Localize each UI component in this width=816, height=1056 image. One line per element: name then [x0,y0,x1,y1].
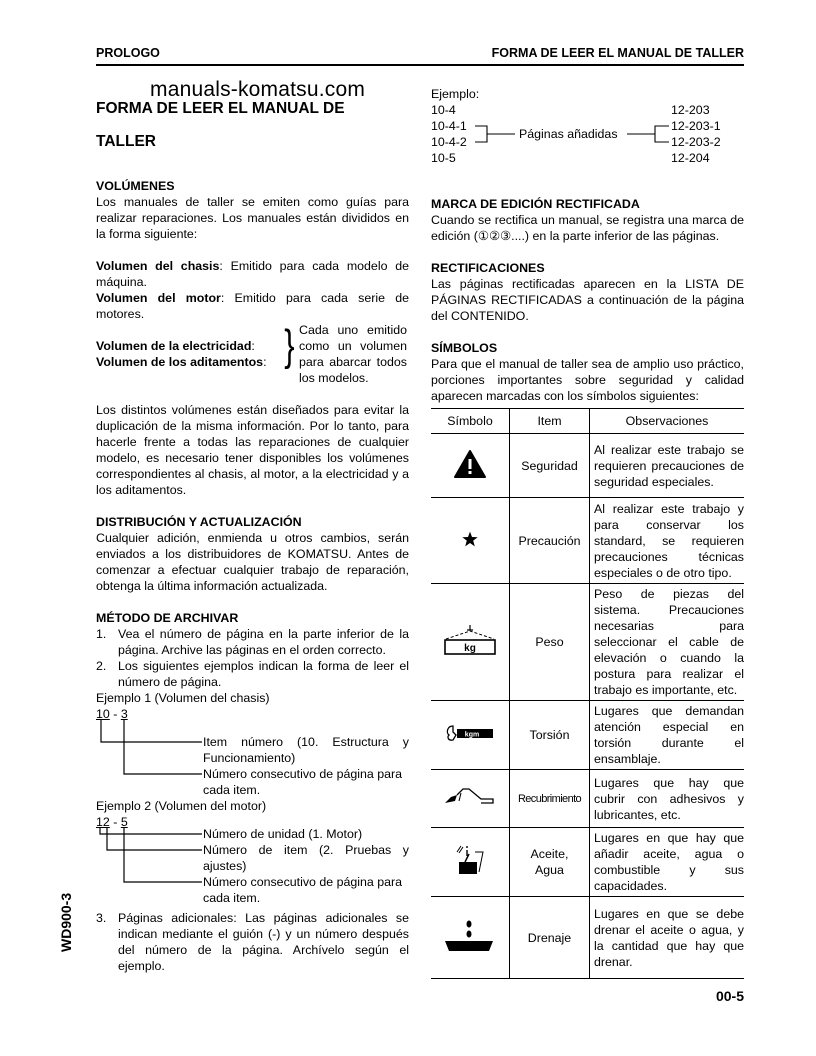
table-row [431,770,744,828]
ejemplo2-desc-3: Número consecutivo de página para cada item. [203,875,403,905]
bracket-lines [431,102,744,166]
torque-wrench-icon [431,701,510,770]
item-label: Drenaje [510,897,590,979]
ejemplo-label: Ejemplo: [431,87,480,101]
page-code: 12-203-1 [671,119,721,133]
simbolos-text: Para que el manual de taller sea de amplio uso práctico, porciones importantes sobre seguridad y calidad aparecen marcadas con los símbolos siguientes: [431,357,744,403]
table-row [431,828,744,897]
volumen-motor-label: Volumen del motor [96,291,221,305]
code-part-b: 5 [120,815,128,829]
volumen-chasis-label: Volumen del chasis [96,259,220,273]
metodo-item-2 [96,658,409,690]
page-header [96,46,744,66]
ejemplo1-diagram [96,706,409,797]
warning-triangle-icon [431,434,510,498]
volumen-brace-group [96,322,409,402]
connector-lines [96,706,206,786]
table-row [431,701,744,770]
item-label: Torsión [510,701,590,770]
model-code: WD900-3 [58,892,74,952]
page-code: 10-5 [431,151,456,165]
oil-water-icon [431,828,510,897]
item-text: Páginas adicionales: Las páginas adicionales se indican mediante el guión (-) y un número después del número de la página. Archívelo según el ejemplo. [118,911,409,973]
colon: : [263,355,267,369]
table-row [431,584,744,701]
code-part-a: 12 [96,815,110,829]
page-code: 10-4-1 [431,119,467,133]
rectificaciones-heading: RECTIFICACIONES [431,261,545,275]
item-label: Seguridad [510,434,590,498]
volumen-chasis-text: : Emitido para cada modelo de máquina. [96,259,410,289]
item-text: Vea el número de página en la parte inferior de la página. Archive las páginas en el orden correcto. [118,627,409,657]
observation-text: Al realizar este trabajo se requieren precauciones de seguridad especiales. [590,434,745,498]
volumen-chasis [96,258,409,290]
page-code: 10-4 [431,103,456,117]
marca-text: Cuando se rectifica un manual, se registra una marca de edición (①②③....) en la parte inferior de las páginas. [431,213,744,243]
right-column [431,86,744,979]
metodo-item-3 [96,910,409,974]
distribucion-heading: DISTRIBUCIÓN Y ACTUALIZACIÓN [96,515,302,529]
ejemplo1-desc-1: Item número (10. Estructura y Funcionamiento) [203,735,409,765]
star-icon [431,498,510,584]
brace-icon: } [284,321,295,370]
observation-text: Peso de piezas del sistema. Precauciones necesarias para seleccionar el cable de elevación o cuando la postura para realizar el trabajo es importante, etc. [590,584,745,701]
volumen-electricidad-label: Volumen de la electricidad [96,339,252,353]
header-title: FORMA DE LEER EL MANUAL DE TALLER [491,46,744,60]
ejemplo-pages-diagram [431,102,744,182]
observation-text: Lugares en que hay que añadir aceite, agua o combustible y sus capacidades. [590,828,745,897]
item-text: Los siguientes ejemplos indican la forma de leer el número de página. [118,659,409,689]
page-title-line1: FORMA DE LEER EL MANUAL DE [96,100,345,117]
ejemplo2-label: Ejemplo 2 (Volumen del motor) [96,799,267,813]
metodo-heading: MÉTODO DE ARCHIVAR [96,611,239,625]
page-code: 12-203 [671,103,710,117]
page-title-line2: TALLER [96,133,156,150]
code-part-a: 10 [96,707,110,721]
page-code: 12-203-2 [671,135,721,149]
observation-text: Lugares que hay que cubrir con adhesivos y lubricantes, etc. [590,770,745,828]
coating-tube-icon [431,770,510,828]
ejemplo2-desc-2: Número de item (2. Pruebas y ajustes) [203,843,409,873]
table-row [431,434,744,498]
added-pages-label: Páginas añadidas [519,127,618,141]
volumenes-outro: Los distintos volúmenes están diseñados para evitar la duplicación de la misma información. Por lo tanto, para hacerle frente a todas las reparaciones de cualquier modelo, es necesario tener disponibles los volúmenes correspondientes al chasis, al motor, a la electricidad y a los aditamentos. [96,403,409,497]
volumen-motor-text: : Emitido para cada serie de motores. [96,291,409,321]
item-label: Recubrimiento [510,770,590,828]
volumenes-heading: VOLÚMENES [96,179,175,193]
brace-labels [96,338,267,370]
volumen-electricidad [96,338,267,354]
watermark: manuals-komatsu.com [150,78,366,101]
volumen-aditamentos [96,354,267,370]
column-header-observaciones: Observaciones [590,409,745,434]
ejemplo2-diagram [96,814,409,910]
page-number: 00-5 [715,988,744,1004]
item-number: 1. [96,627,107,641]
colon: : [251,339,255,353]
observation-text: Lugares en que se debe drenar el aceite o agua, y la cantidad que hay que drenar. [590,897,745,979]
code-part-b: 3 [120,707,128,721]
column-header-item: Item [510,409,590,434]
symbols-table [431,408,744,979]
item-label [510,828,590,897]
drain-icon [431,897,510,979]
table-row [431,897,744,979]
page-title [96,92,409,158]
item-label-text: Aceite, Agua [530,847,569,877]
left-column [96,92,409,974]
ejemplo1-desc-2: Número consecutivo de página para cada item. [203,767,403,797]
svg-text:kgm: kgm [464,731,480,739]
table-row [431,498,744,584]
simbolos-heading: SÍMBOLOS [431,341,498,355]
volumen-motor [96,290,409,322]
observation-text: Lugares que demandan atención especial en torsión durante el ensamblaje. [590,701,745,770]
weight-kg-icon [431,584,510,701]
svg-text:kg: kg [464,643,476,654]
volumen-aditamentos-label: Volumen de los aditamentos [96,355,264,369]
item-number: 2. [96,659,107,673]
marca-heading: MARCA DE EDICIÓN RECTIFICADA [431,197,640,211]
distribucion-text: Cualquier adición, enmienda u otros cambios, serán enviados a los distribuidores de KOMATSU. Antes de comenzar a efectuar cualquier trabajo de reparación, obtenga la última información actualizada. [96,531,409,593]
header-section: PROLOGO [96,46,160,60]
item-label: Peso [510,584,590,701]
code-sep: - [109,815,121,829]
item-label: Precaución [510,498,590,584]
volumenes-intro: Los manuales de taller se emiten como guías para realizar reparaciones. Los manuales están divididos en la forma siguiente: [96,195,409,241]
observation-text: Al realizar este trabajo y para conservar los standard, se requieren precauciones técnicas especiales o de otro tipo. [590,498,745,584]
page-code: 12-204 [671,151,710,165]
brace-description: Cada uno emitido como un volumen para abarcar todos los modelos. [299,323,407,385]
connector-lines [96,814,206,910]
code-sep: - [109,707,121,721]
metodo-item-1 [96,626,409,658]
page-code: 10-4-2 [431,135,467,149]
rectificaciones-text: Las páginas rectificadas aparecen en la LISTA DE PÁGINAS RECTIFICADAS a continuación de la página del CONTENIDO. [431,277,744,323]
column-header-simbolo: Símbolo [431,409,510,434]
table-header-row [431,409,744,434]
item-number: 3. [96,911,107,925]
ejemplo1-label: Ejemplo 1 (Volumen del chasis) [96,691,270,705]
ejemplo2-desc-1: Número de unidad (1. Motor) [203,827,363,841]
